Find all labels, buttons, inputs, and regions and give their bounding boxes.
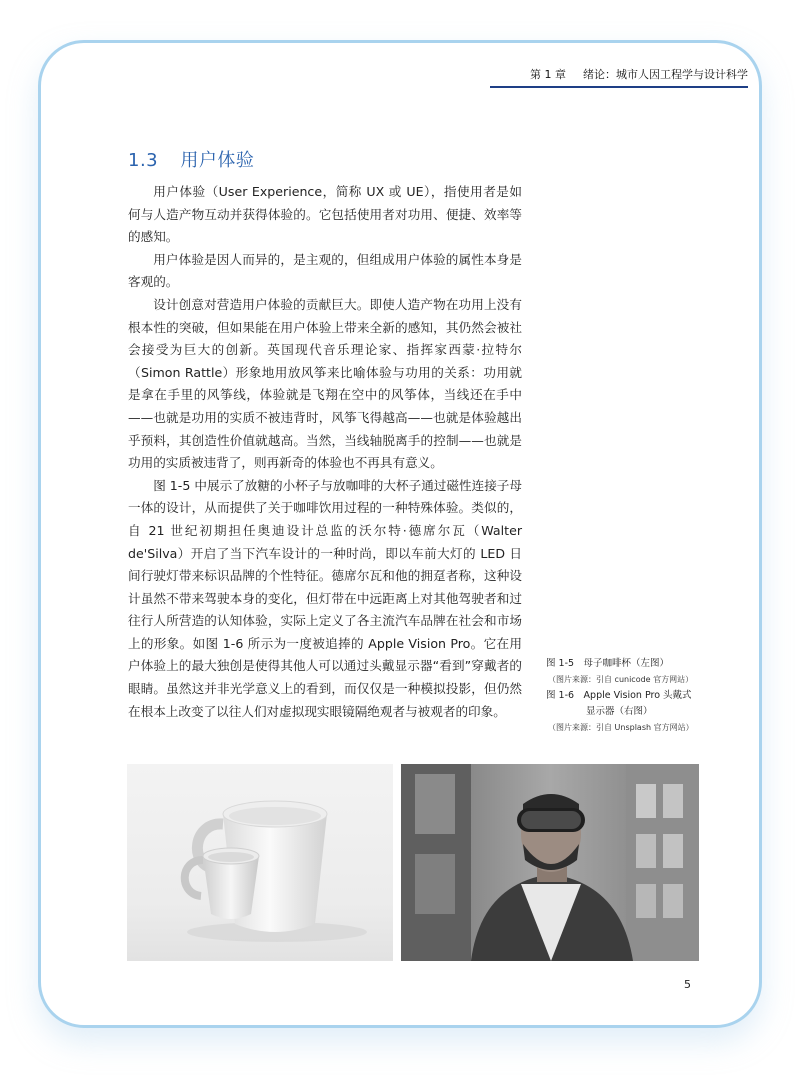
section-number: 1.3 xyxy=(128,150,159,171)
mug-illustration xyxy=(127,764,393,961)
photo-vision-pro xyxy=(401,764,699,961)
paragraph: 用户体验（User Experience，简称 UX 或 UE），指使用者是如何与人造产物互动并获得体验的。它包括使用者对功用、便捷、效率等的感知。 xyxy=(128,184,522,245)
caption-fig-1-6: 图 1-6 Apple Vision Pro 头戴式 xyxy=(546,690,692,701)
caption-fig-1-6-cont: 显示器（右图） xyxy=(586,706,653,717)
headset-illustration xyxy=(401,764,699,961)
paragraph: 图 1-5 中展示了放糖的小杯子与放咖啡的大杯子通过磁性连接子母一体的设计，从而提供了关于咖啡饮用过程的一种特殊体验。类似的，自 21 世纪初期担任奥迪设计总监的沃尔特·德席尔瓦（Walter de'Silva）开启了当下汽车设计的一种时尚，即以车前大灯的 LED 日间行驶灯带来标识品牌的个性特征。德席尔瓦和他的拥趸者称，这种设计虽然不带来驾驶本身的变化，但灯带在中远距离上对其他驾驶者和过往行人所营造的认知体验，实际上定义了各主流汽车品牌在社会和市场上的形象。如图 1-6 所示为一度被追捧的 Apple Vision Pro。它在用户体验上的最大独创是使得其他人可以通过头戴显示器“看到”穿戴者的眼睛。虽然这并非光学意义上的看到，而仅仅是一种模拟投影，但仍然在根本上改变了以往人们对虚拟现实眼镜隔绝观者与被观者的印象。 xyxy=(128,477,522,719)
figure-captions xyxy=(546,656,706,736)
section-heading xyxy=(128,146,254,172)
page-number: 5 xyxy=(684,978,691,991)
photo-mug-set xyxy=(127,764,393,961)
paragraph: 设计创意对营造用户体验的贡献巨大。即使人造产物在功用上没有根本性的突破，但如果能在用户体验上带来全新的感知，其仍然会被社会接受为巨大的创新。英国现代音乐理论家、指挥家西蒙·拉特尔（Simon Rattle）形象地用放风筝来比喻体验与功用的关系：功用就是拿在手里的风筝线，体验就是飞翔在空中的风筝体，当线还在手中——也就是功用的实质不被违背时，风筝飞得越高——也就是体验越出乎预料，其创造性价值就越高。当然，当线轴脱离手的控制——也就是功用的实质被违背了，则再新奇的体验也不再具有意义。 xyxy=(128,296,522,471)
section-title: 用户体验 xyxy=(180,150,255,171)
paragraph: 用户体验是因人而异的，是主观的，但组成用户体验的属性本身是客观的。 xyxy=(128,251,522,290)
caption-fig-1-6-source: （图片来源：引自 Unsplash 官方网站） xyxy=(548,723,694,732)
running-header xyxy=(490,66,748,88)
body-text xyxy=(128,181,522,723)
chapter-label: 第 1 章 xyxy=(530,68,566,81)
caption-fig-1-5: 图 1-5 母子咖啡杯（左图） xyxy=(546,658,670,669)
caption-fig-1-5-source: （图片来源：引自 cunicode 官方网站） xyxy=(548,675,694,684)
chapter-title: 绪论：城市人因工程学与设计科学 xyxy=(583,68,748,81)
